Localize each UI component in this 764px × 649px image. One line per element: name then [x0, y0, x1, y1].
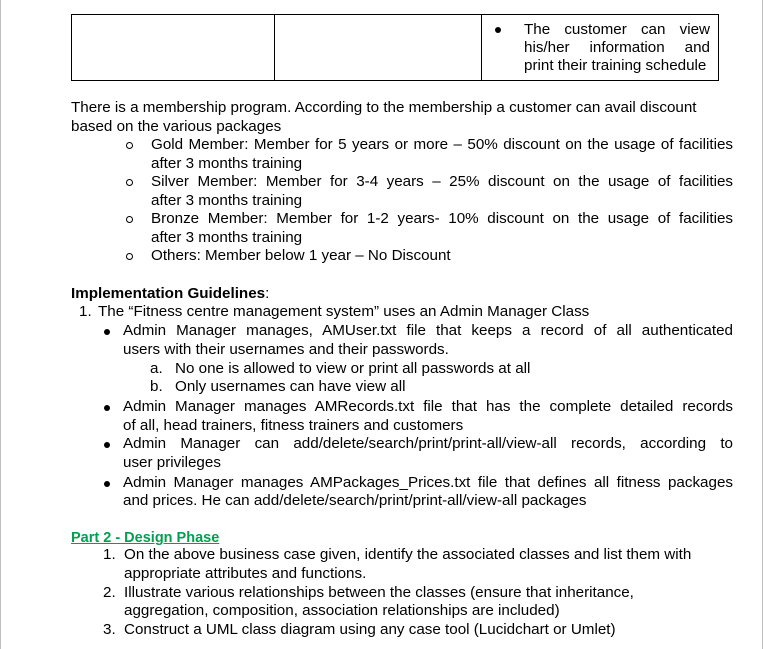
part2-item-3-number: 3. — [103, 621, 116, 638]
requirements-table — [71, 14, 719, 81]
implementation-item-text: The “Fitness centre management system” uses an Admin Manager Class — [98, 303, 590, 320]
silver-member-line-2: after 3 months training — [151, 192, 303, 209]
sub-item-b-text: Only usernames can have view all — [175, 378, 406, 395]
table-bullet-line-2: his/her information and — [524, 39, 710, 56]
part2-item-1-line-2: appropriate attributes and functions. — [124, 565, 367, 582]
implementation-item-number: 1. — [79, 303, 92, 320]
privileges-bullet-line-1: Admin Manager can add/delete/search/print/print-all/view-all records, according to — [123, 435, 733, 452]
circle-bullet-icon — [126, 253, 133, 260]
circle-bullet-icon — [126, 142, 133, 149]
packages-bullet-line-1: Admin Manager manages AMPackages_Prices.txt file that defines all fitness packages — [123, 474, 733, 491]
membership-intro-line-1: There is a membership program. According to the membership a customer can avail discount — [71, 99, 697, 116]
table-cell-bullet — [482, 15, 719, 81]
bullet-icon — [104, 329, 110, 335]
part2-item-3-line-1: Construct a UML class diagram using any case tool (Lucidchart or Umlet) — [124, 621, 616, 638]
part2-item-2-line-2: aggregation, composition, association relationships are included) — [124, 602, 560, 619]
circle-bullet-icon — [126, 179, 133, 186]
implementation-heading: Implementation Guidelines: — [71, 285, 270, 302]
amrecords-bullet-line-1: Admin Manager manages AMRecords.txt file that has the complete detailed records — [123, 398, 733, 415]
privileges-bullet-line-2: user privileges — [123, 454, 221, 471]
sub-item-a-label: a. — [150, 360, 163, 377]
bullet-icon — [104, 442, 110, 448]
part2-item-2-number: 2. — [103, 584, 116, 601]
membership-intro-line-2: based on the various packages — [71, 118, 282, 135]
part2-heading: Part 2 - Design Phase — [71, 530, 220, 546]
table-cell-empty-1 — [72, 15, 275, 81]
bullet-icon — [104, 481, 110, 487]
table-bullet-line-3: print their training schedule — [524, 57, 707, 74]
part2-item-2-line-1: Illustrate various relationships between the classes (ensure that inheritance, — [124, 584, 634, 601]
bronze-member-line-2: after 3 months training — [151, 229, 303, 246]
bullet-icon — [104, 405, 110, 411]
table-bullet-line-1: The customer can view — [524, 21, 710, 38]
sub-item-b-label: b. — [150, 378, 163, 395]
packages-bullet-line-2: and prices. He can add/delete/search/print/print-all/view-all packages — [123, 492, 587, 509]
amuser-bullet-line-2: users with their usernames and their passwords. — [123, 341, 449, 358]
others-member-line: Others: Member below 1 year – No Discount — [151, 247, 451, 264]
gold-member-line-2: after 3 months training — [151, 155, 303, 172]
circle-bullet-icon — [126, 216, 133, 223]
bullet-icon — [495, 27, 501, 33]
part2-item-1-number: 1. — [103, 546, 116, 563]
part2-item-1-line-1: On the above business case given, identify the associated classes and list them with — [124, 546, 692, 563]
sub-item-a-text: No one is allowed to view or print all passwords at all — [175, 360, 531, 377]
gold-member-line-1: Gold Member: Member for 5 years or more – 50% discount on the usage of facilities — [151, 136, 733, 153]
table-cell-empty-2 — [275, 15, 482, 81]
amuser-bullet-line-1: Admin Manager manages, AMUser.txt file that keeps a record of all authenticated — [123, 322, 733, 339]
table-row — [72, 15, 719, 81]
silver-member-line-1: Silver Member: Member for 3-4 years – 25% discount on the usage of facilities — [151, 173, 733, 190]
bronze-member-line-1: Bronze Member: Member for 1-2 years- 10% discount on the usage of facilities — [151, 210, 733, 227]
amrecords-bullet-line-2: of all, head trainers, fitness trainers and customers — [123, 417, 464, 434]
